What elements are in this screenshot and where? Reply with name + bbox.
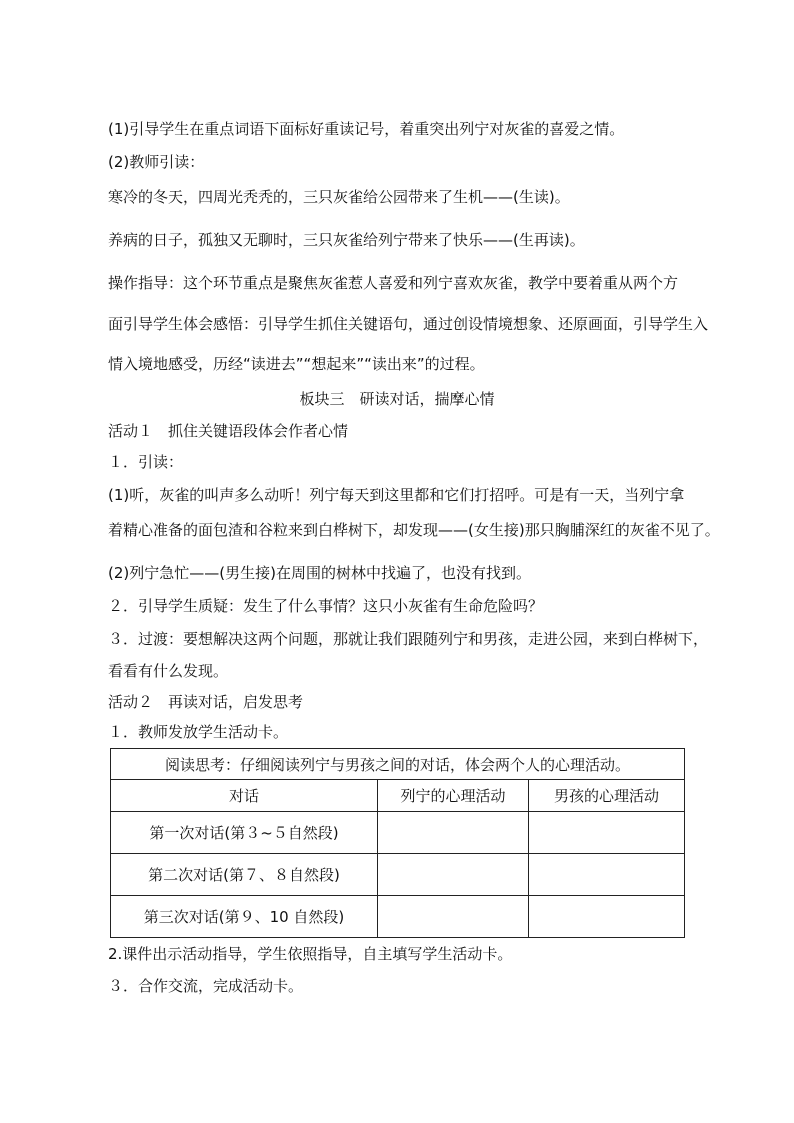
paragraph-line: 情入境地感受，历经“读进去”“想起来”“读出来”的过程。 (108, 355, 485, 373)
boy-thought-cell[interactable] (529, 896, 685, 938)
paragraph-line: 2.课件出示活动指导，学生依照指导，自主填写学生活动卡。 (108, 945, 513, 963)
header-cell: 男孩的心理活动 (529, 780, 685, 812)
activity-heading: 活动２ 再读对话，启发思考 (108, 693, 304, 711)
table-row (111, 896, 685, 938)
paragraph-line: 操作指导：这个环节重点是聚焦灰雀惹人喜爱和列宁喜欢灰雀，教学中要着重从两个方 (108, 274, 679, 292)
paragraph-line: (2)列宁急忙——(男生接)在周围的树林中找遍了，也没有找到。 (108, 564, 531, 582)
paragraph-line: 养病的日子，孤独又无聊时，三只灰雀给列宁带来了快乐——(生再读)。 (108, 231, 585, 249)
dialogue-cell: 第三次对话(第９、10 自然段) (111, 896, 378, 938)
lenin-thought-cell[interactable] (378, 854, 529, 896)
paragraph-line: (2)教师引读： (108, 153, 205, 171)
header-cell: 对话 (111, 780, 378, 812)
lenin-thought-cell[interactable] (378, 812, 529, 854)
table-caption-row (111, 749, 685, 780)
paragraph-line: 面引导学生体会感悟：引导学生抓住关键语句，通过创设情境想象、还原画面，引导学生入 (108, 315, 709, 333)
paragraph-line: ３．过渡：要想解决这两个问题，那就让我们跟随列宁和男孩，走进公园，来到白桦树下， (108, 630, 709, 648)
boy-thought-cell[interactable] (529, 854, 685, 896)
activity-card-table (110, 748, 685, 938)
header-cell: 列宁的心理活动 (378, 780, 529, 812)
paragraph-line: 看看有什么发现。 (108, 662, 229, 680)
paragraph-line: 寒冷的冬天，四周光秃秃的，三只灰雀给公园带来了生机——(生读)。 (108, 188, 570, 206)
table-header-row (111, 780, 685, 812)
section-heading: 板块三 研读对话，揣摩心情 (299, 390, 495, 408)
lenin-thought-cell[interactable] (378, 896, 529, 938)
table-caption: 阅读思考：仔细阅读列宁与男孩之间的对话，体会两个人的心理活动。 (111, 749, 685, 780)
boy-thought-cell[interactable] (529, 812, 685, 854)
activity-heading: 活动１ 抓住关键语段体会作者心情 (108, 422, 349, 440)
paragraph-line: (1)引导学生在重点词语下面标好重读记号，着重突出列宁对灰雀的喜爱之情。 (108, 120, 625, 138)
paragraph-line: 着精心准备的面包渣和谷粒来到白桦树下，却发现——(女生接)那只胸脯深红的灰雀不见了。 (108, 521, 720, 539)
paragraph-line: １．教师发放学生活动卡。 (108, 723, 289, 741)
paragraph-line: (1)听，灰雀的叫声多么动听！列宁每天到这里都和它们打招呼。可是有一天，当列宁拿 (108, 486, 685, 504)
table-row (111, 854, 685, 896)
table-row (111, 812, 685, 854)
dialogue-cell: 第二次对话(第７、８自然段) (111, 854, 378, 896)
paragraph-line: １．引读： (108, 453, 184, 471)
dialogue-cell: 第一次对话(第３~５自然段) (111, 812, 378, 854)
paragraph-line: ３．合作交流，完成活动卡。 (108, 977, 304, 995)
paragraph-line: ２．引导学生质疑：发生了什么事情？这只小灰雀有生命危险吗？ (108, 597, 544, 615)
